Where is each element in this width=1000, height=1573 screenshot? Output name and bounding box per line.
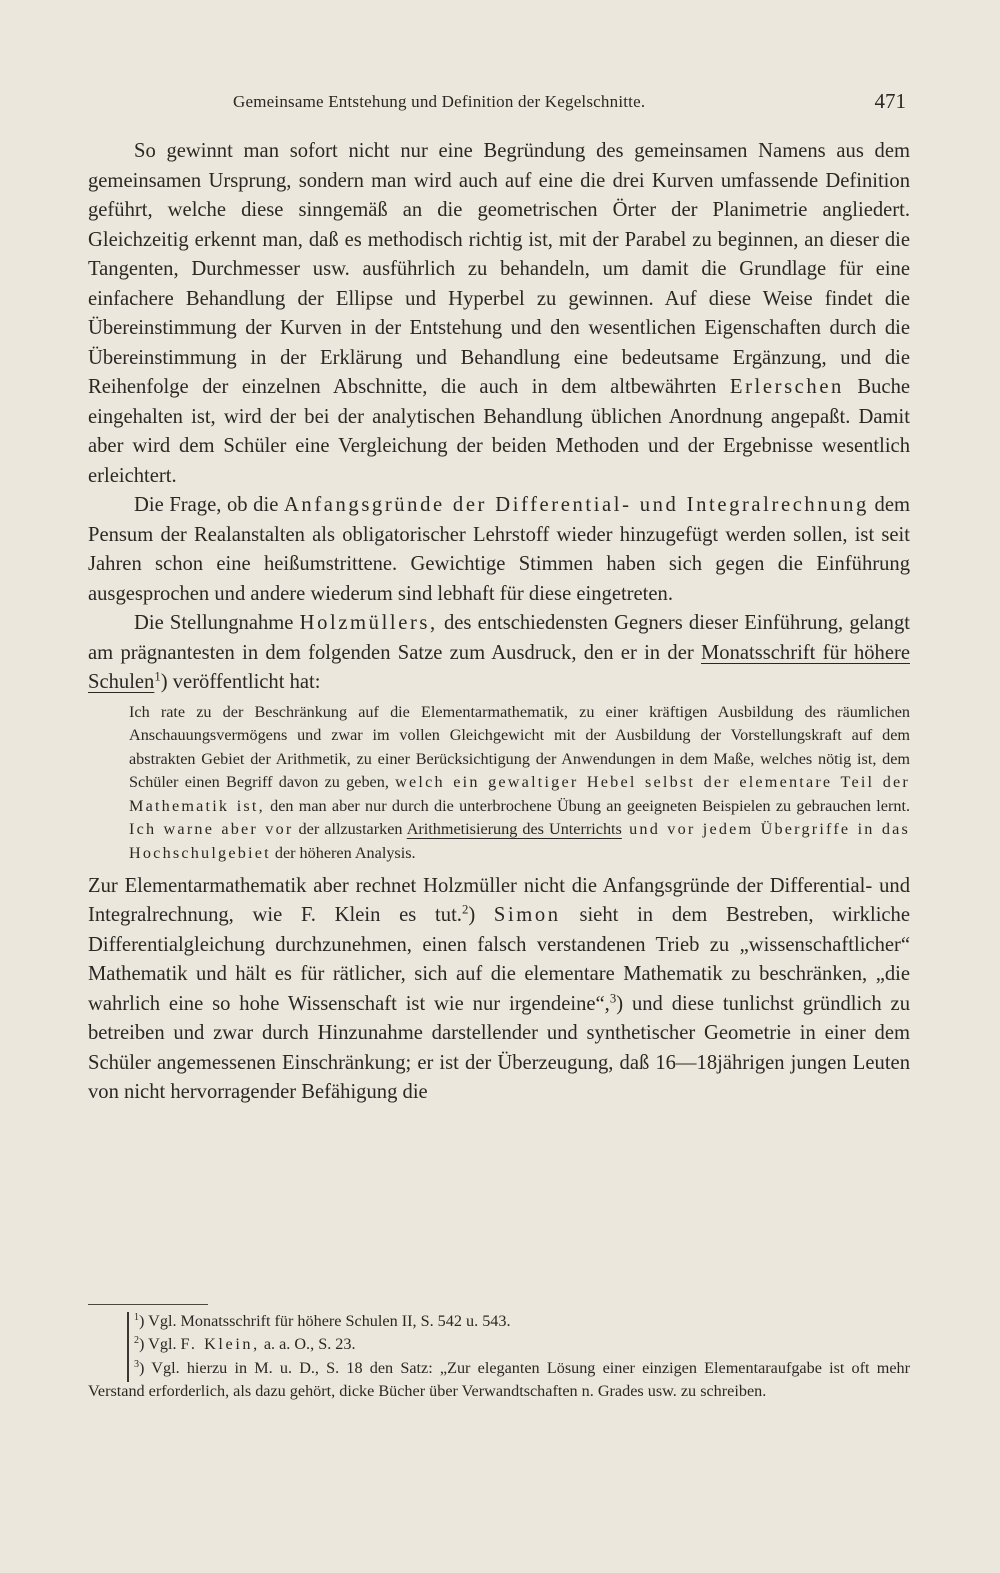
quote-part-a: Ich rate zu der Beschränkung auf die Elementarmathematik, zu einer kräftigen Ausbildung des räumlichen Anschauungsvermögens und zwar im vollen Gleichgewicht mit der Ausbildung der Vorstellungskraft auf dem abstrakten Gebiet der Arithmetik, zu einer Berücksichtigung der Anwendungen in dem Maße, welches nötig ist, dem Schüler einen Begriff davon zu geben, (129, 702, 910, 792)
paragraph-2-end: dem Pensum der Realanstalten als obligatorischer Lehrstoff wieder hinzugefügt werden sollen, ist seit Jahren schon eine heißumstrittene. Gewichtige Stimmen haben sich gegen die Einführung ausgesprochen und andere wiederum sind lebhaft für diese eingetreten. (88, 494, 910, 605)
paragraph-4-end: ) und diese tunlichst gründlich zu betreiben und zwar durch Hinzunahme darstellender und synthetischer Geometrie in einer dem Schüler angemessenen Einschränkung; er ist der Überzeugung, daß 16—18jährigen jungen Leuten von nicht hervorragender Befähigung die (88, 992, 910, 1104)
page-header (88, 89, 910, 113)
author-name-erler: Erlerschen (729, 376, 844, 398)
paragraph-3-end: ) veröffentlicht hat: (160, 671, 321, 693)
footnote-2-start: ) Vgl. (139, 1335, 181, 1354)
paragraph-1-text: So gewinnt man sofort nicht nur eine Begründung des gemeinsamen Namens aus dem gemeinsamen Ursprung, sondern man wird auch auf eine die drei Kurven umfassende Definition geführt, welche diese sinngemäß an die geometrischen Örter der Planimetrie angliedert. Gleichzeitig erkennt man, daß es methodisch richtig ist, mit der Parabel zu beginnen, an dieser die Tangenten, Durchmesser usw. ausführlich zu behandeln, um damit die Grundlage für eine einfachere Behandlung der Ellipse und Hyperbel zu gewinnen. Auf diese Weise findet die Übereinstimmung der Kurven in der Entstehung und den wesentlichen Eigenschaften durch die Übereinstimmung in der Erklärung und Behandlung eine bedeutsame Ergänzung, und die Reihenfolge der einzelnen Abschnitte, die auch in dem altbewährten (88, 140, 910, 398)
quote-part-c: der allzustarken (293, 820, 407, 839)
paragraph-4-start: Zur Elementarmathematik aber rechnet Holzmüller nicht die Anfangsgründe der Differential- und Integralrechnung, wie F. Klein es tut. (88, 874, 910, 927)
footnote-1-number: 1 (134, 1311, 140, 1323)
quote-part-d: der höheren Analysis. (270, 844, 416, 863)
footnote-marker-2: 2 (461, 902, 469, 917)
quote-part-b: den man aber nur durch die unterbrochene Übung an geeigneten Beispielen zu gebrauchen lernt. (264, 796, 910, 815)
paragraph-3-middle: des entschiedensten Gegners dieser Einführung, gelangt am prägnantesten in dem folgenden Satze zum Ausdruck, den er in der (88, 612, 910, 664)
author-name-holzmueller: Holzmüllers, (299, 612, 438, 634)
main-text (88, 137, 910, 1108)
footnote-3 (88, 1357, 910, 1404)
author-name-simon: Simon (493, 904, 561, 927)
quote-underlined: Arithmetisierung des Unterrichts (406, 820, 622, 839)
footnote-marker-3: 3 (609, 991, 617, 1005)
paragraph-2 (88, 491, 910, 609)
running-title: Gemeinsame Entstehung und Definition der Kegelschnitte. (233, 92, 646, 111)
paragraph-4 (88, 872, 910, 1108)
footnote-2 (88, 1333, 910, 1356)
footnote-1-text: ) Vgl. Monatsschrift für höhere Schulen II, S. 542 u. 543. (139, 1312, 511, 1330)
quote-spaced-2: Ich warne aber vor (129, 820, 294, 839)
spaced-term-calculus: Anfangsgründe der Differential- und Integralrechnung (283, 494, 869, 516)
footnote-marker-1: 1 (154, 669, 161, 684)
paragraph-1-end: Buche eingehalten ist, wird der bei der analytischen Behandlung üblichen Anordnung angepaßt. Damit aber wird dem Schüler eine Vergleichung der beiden Methoden und der Ergebnisse wesentlich erleichtert. (88, 376, 911, 487)
paragraph-3 (88, 609, 910, 698)
footnote-2-end: a. a. O., S. 23. (259, 1335, 356, 1354)
footnote-divider (88, 1304, 208, 1305)
footnote-3-number: 3 (134, 1358, 140, 1370)
block-quote (88, 701, 910, 866)
footnote-2-number: 2 (134, 1335, 140, 1347)
quote-spaced-1: welch ein gewaltiger Hebel selbst der elementare Teil der Mathematik ist, (129, 773, 910, 815)
paragraph-1 (88, 137, 910, 491)
page-number: 471 (874, 89, 906, 113)
footnote-1 (88, 1310, 910, 1333)
footnote-2-author: F. Klein, (180, 1335, 260, 1354)
paragraph-3-start: Die Stellungnahme (134, 612, 300, 634)
footnotes (88, 1310, 910, 1404)
footnote-3-text: ) Vgl. hierzu in M. u. D., S. 18 den Satz: „Zur eleganten Lösung einer einzigen Elementaraufgabe ist oft mehr Verstand erforderlich, als dazu gehört, dicke Bücher über Verwandtschaften n. Grades usw. zu schreiben. (88, 1358, 910, 1401)
paragraph-2-start: Die Frage, ob die (134, 494, 284, 516)
quote-spaced-3: und vor jedem Übergriffe in das Hochschulgebiet (129, 820, 911, 863)
paragraph-4-middle: sieht in dem Bestreben, wirkliche Differentialgleichung durchzunehmen, einen falsch verstandenen Trieb zu „wissenschaftlicher“ Mathematik und hält es für rätlicher, sich auf die elementare Mathematik zu beschränken, „die wahrlich eine so hohe Wissenschaft ist wie nur irgendeine“, (88, 904, 910, 1015)
paragraph-4-bracket: ) (468, 904, 494, 927)
journal-title-underlined: Monatsschrift für höhere Schulen (88, 641, 910, 693)
